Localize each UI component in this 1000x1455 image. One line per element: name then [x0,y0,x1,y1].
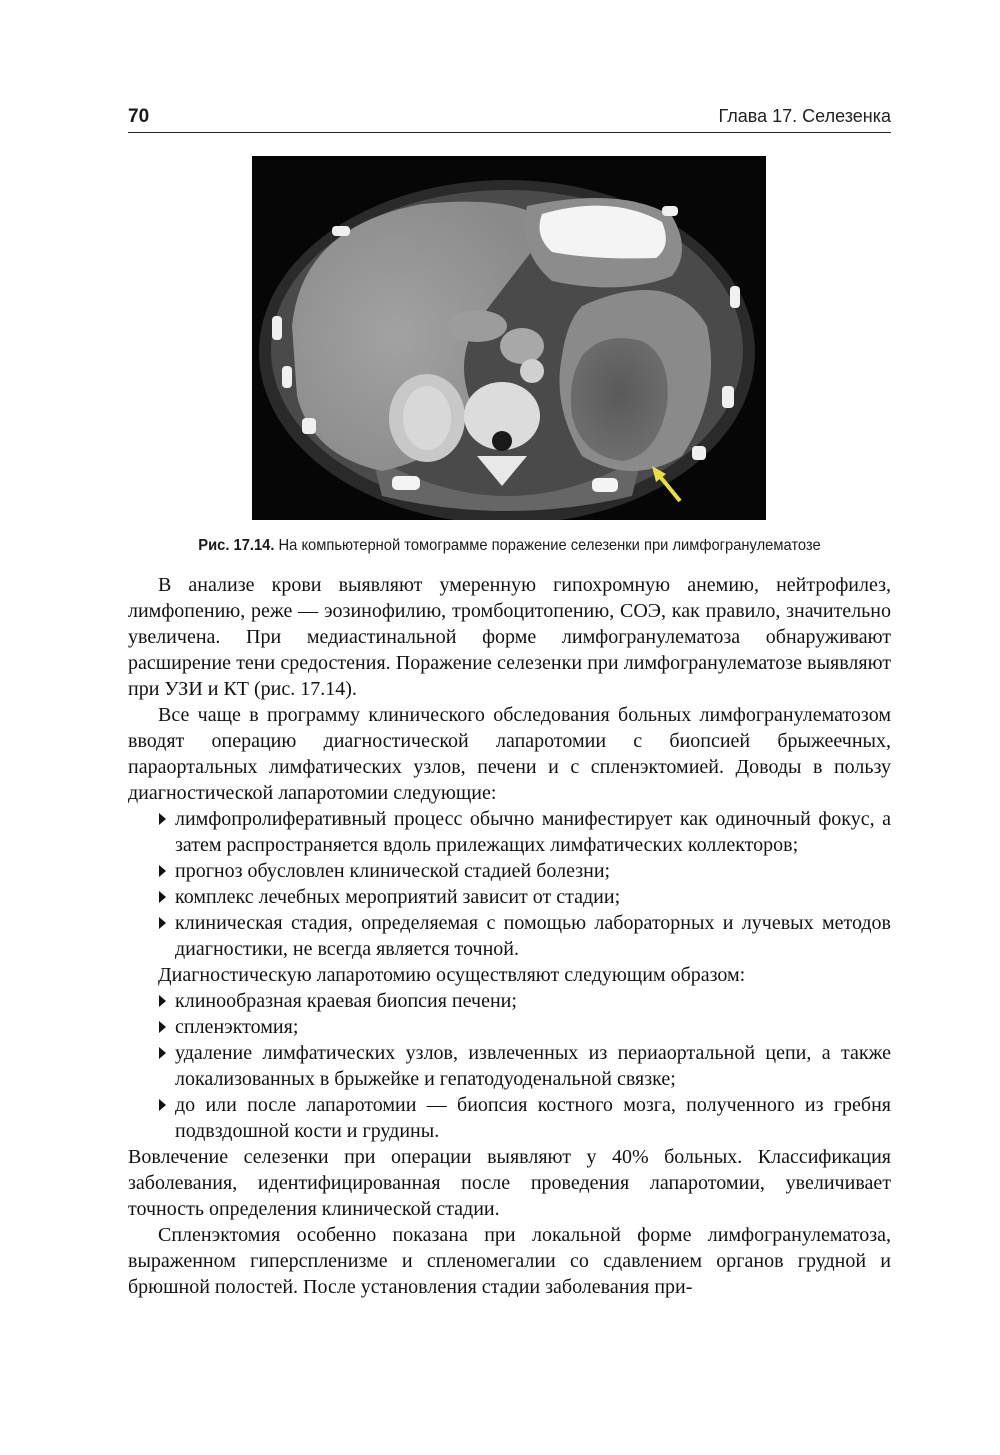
figure-caption [159,537,861,555]
figure-label: Рис. 17.14. [198,537,275,554]
body-text [128,572,891,1300]
triangle-bullet-icon [159,891,166,903]
list-item: удаление лимфатических узлов, извлеченных из периаортальной цепи, а также локализованных в брыжейке и гепатодуоденальной связке; [128,1040,891,1092]
triangle-bullet-icon [159,995,166,1007]
triangle-bullet-icon [159,865,166,877]
bullet-list-1 [128,806,891,962]
chapter-title: Глава 17. Селезенка [718,106,891,126]
paragraph-2: Все чаще в программу клинического обследования больных лимфогранулематозом вводят операцию диагностической лапаротомии с биопсией брыжеечных, параортальных лимфатических узлов, печени и с спленэктомией. Доводы в пользу диагностической лапаротомии следующие: [128,704,891,804]
list-item: спленэктомия; [128,1014,891,1040]
triangle-bullet-icon [159,1021,166,1033]
bullet-list-2 [128,988,891,1144]
paragraph-5: Спленэктомия особенно показана при локальной форме лимфогранулематоза, выраженном гиперспленизме и спленомегалии со сдавлением органов грудной и брюшной полостей. После установления стадии заболевания при- [128,1224,891,1298]
triangle-bullet-icon [159,1099,166,1111]
triangle-bullet-icon [159,813,166,825]
triangle-bullet-icon [159,917,166,929]
list-item: комплекс лечебных мероприятий зависит от стадии; [128,884,891,910]
paragraph-3: Диагностическую лапаротомию осуществляют следующим образом: [158,964,746,986]
paragraph-1: В анализе крови выявляют умеренную гипохромную анемию, нейтрофилез, лимфопению, реже — эозинофилию, тромбоцитопению, СОЭ, как правило, значительно увеличена. При медиастинальной форме лимфогранулематоза обнаруживают расширение тени средостения. Поражение селезенки при лимфогранулематозе выявляют при УЗИ и КТ (рис. 17.14). [128,574,891,700]
page-header [128,104,891,133]
figure-caption-text: На компьютерной томограмме поражение селезенки при лимфогранулематозе [278,537,821,554]
list-item: до или после лапаротомии — биопсия костного мозга, полученного из гребня подвздошной кости и грудины. [128,1092,891,1144]
ct-scan-figure [252,156,766,520]
triangle-bullet-icon [159,1047,166,1059]
page-number: 70 [128,106,150,127]
list-item: прогноз обусловлен клинической стадией болезни; [128,858,891,884]
list-item: лимфопролиферативный процесс обычно манифестирует как одиночный фокус, а затем распространяется вдоль прилежащих лимфатических коллекторов; [128,806,891,858]
list-item: клиническая стадия, определяемая с помощью лабораторных и лучевых методов диагностики, не всегда является точной. [128,910,891,962]
paragraph-4: Вовлечение селезенки при операции выявляют у 40% больных. Классификация заболевания, идентифицированная после проведения лапаротомии, увеличивает точность определения клинической стадии. [128,1146,891,1220]
list-item: клинообразная краевая биопсия печени; [128,988,891,1014]
